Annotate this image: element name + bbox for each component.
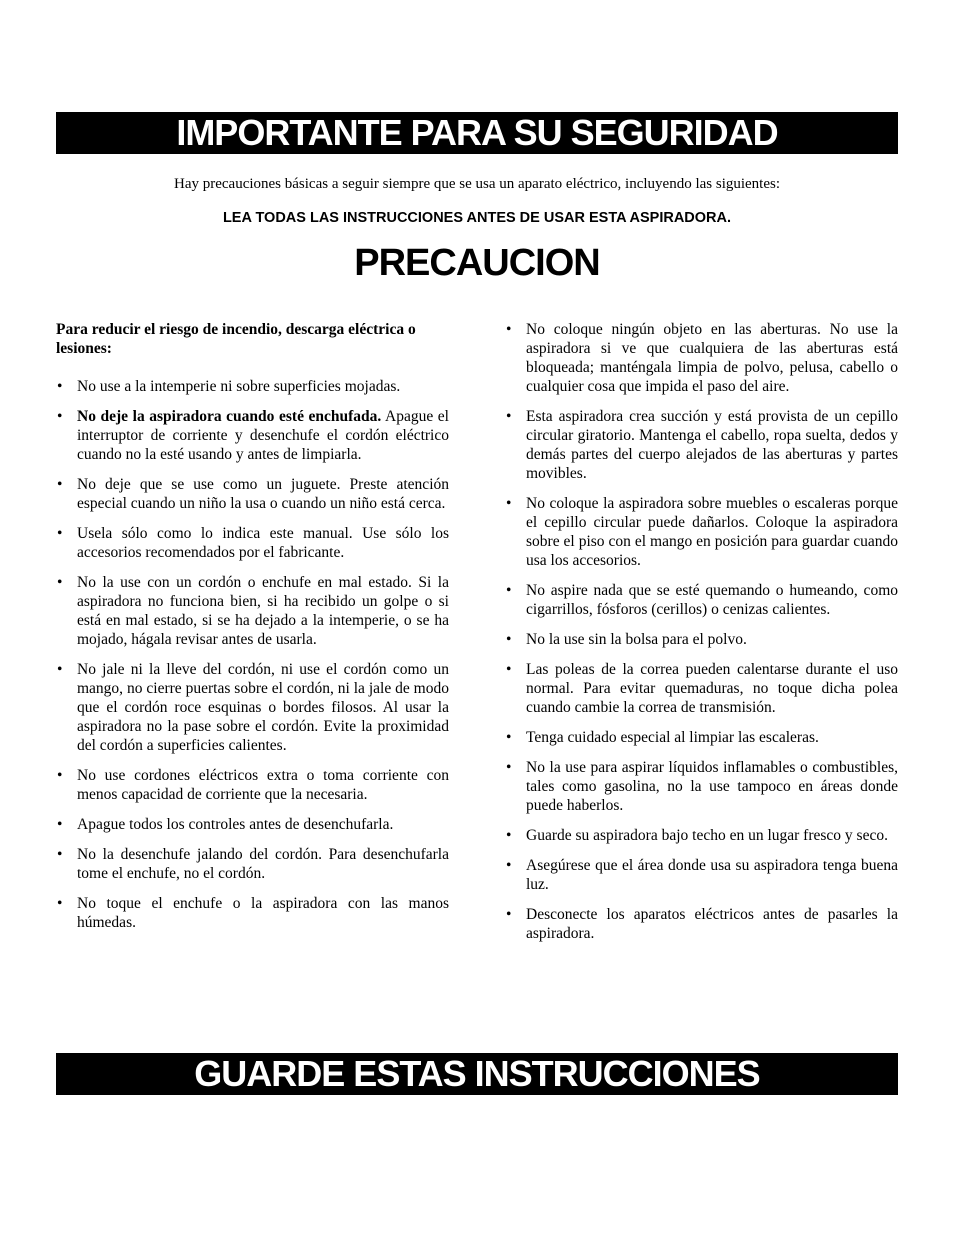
list-item	[56, 815, 449, 834]
left-bullet-list	[56, 377, 449, 932]
left-lead: Para reducir el riesgo de incendio, descarga eléctrica o lesiones:	[56, 321, 416, 357]
list-item	[505, 320, 898, 396]
list-item	[56, 573, 449, 649]
item-text: No use a la intemperie ni sobre superficies mojadas.	[77, 378, 401, 395]
item-text: Esta aspiradora crea succión y está provista de un cepillo circular giratorio. Mantenga el cabello, ropa suelta, dedos y demás partes del cuerpo alejados de las aberturas y partes movibles.	[526, 408, 898, 482]
bullet-icon: •	[506, 759, 512, 776]
item-text: No use cordones eléctricos extra o toma corriente con menos capacidad de corriente que la necesaria.	[77, 767, 449, 803]
bullet-icon: •	[506, 495, 512, 512]
bullet-icon: •	[57, 525, 63, 542]
list-item	[505, 856, 898, 894]
bullet-icon: •	[506, 321, 512, 338]
bullet-icon: •	[506, 631, 512, 648]
safety-banner-title: IMPORTANTE PARA SU SEGURIDAD	[56, 112, 898, 154]
bullet-icon: •	[57, 378, 63, 395]
list-item	[505, 758, 898, 815]
item-text: No toque el enchufe o la aspiradora con las manos húmedas.	[77, 895, 449, 931]
item-bold-text: No deje la aspiradora cuando esté enchufada.	[77, 408, 382, 425]
item-text: Apague el interruptor de corriente y desenchufe el cordón eléctrico cuando no la esté usando y antes de limpiarla.	[77, 408, 449, 463]
list-item	[505, 826, 898, 845]
list-item	[56, 407, 449, 464]
item-text: No la use con un cordón o enchufe en mal estado. Si la aspiradora no funciona bien, si ha recibido un golpe o si está en mal estado, si se ha dejado a la intemperie, o se ha mojado, hágala revisar antes de usarla.	[77, 574, 449, 648]
left-column	[56, 320, 449, 943]
item-text: Tenga cuidado especial al limpiar las escaleras.	[526, 729, 819, 746]
list-item	[505, 407, 898, 483]
list-item	[505, 581, 898, 619]
right-column	[505, 320, 898, 954]
list-item	[56, 894, 449, 932]
bullet-icon: •	[506, 582, 512, 599]
list-item	[56, 845, 449, 883]
item-text: No la use sin la bolsa para el polvo.	[526, 631, 747, 648]
bullet-icon: •	[506, 906, 512, 923]
bullet-icon: •	[506, 408, 512, 425]
bullet-icon: •	[506, 827, 512, 844]
bullet-icon: •	[57, 895, 63, 912]
bullet-icon: •	[506, 729, 512, 746]
item-text: Asegúrese que el área donde usa su aspiradora tenga buena luz.	[526, 857, 898, 893]
item-text: No jale ni la lleve del cordón, ni use el cordón como un mango, no cierre puertas sobre el cordón, ni la jale de modo que el cordón roce esquinas o bordes filosos. Al usar la aspiradora no la pase sobre el cordón. Evite la proximidad del cordón a superficies calientes.	[77, 661, 449, 754]
list-item	[56, 524, 449, 562]
item-text: Guarde su aspiradora bajo techo en un lugar fresco y seco.	[526, 827, 888, 844]
item-text: No coloque ningún objeto en las aberturas. No use la aspiradora si ve que cualquiera de las aberturas está bloqueada; manténgala limpia de polvo, pelusa, cabello o cualquier cosa que impida el paso del aire.	[526, 321, 898, 395]
bullet-icon: •	[57, 846, 63, 863]
item-text: Apague todos los controles antes de desenchufarla.	[77, 816, 394, 833]
bullet-icon: •	[57, 661, 63, 678]
item-text: No deje que se use como un juguete. Preste atención especial cuando un niño la usa o cuando un niño está cerca.	[77, 476, 449, 512]
list-item	[505, 660, 898, 717]
bullet-icon: •	[57, 476, 63, 493]
item-text: No la use para aspirar líquidos inflamables o combustibles, tales como gasolina, no la use tampoco en áreas donde puede haberlos.	[526, 759, 898, 814]
bullet-icon: •	[57, 574, 63, 591]
list-item	[56, 475, 449, 513]
item-text: No aspire nada que se esté quemando o humeando, como cigarrillos, fósforos (cerillos) o cenizas calientes.	[526, 582, 898, 618]
list-item	[505, 494, 898, 570]
bullet-icon: •	[57, 408, 63, 425]
list-item	[56, 660, 449, 755]
list-item	[56, 377, 449, 396]
right-bullet-list	[505, 320, 898, 943]
item-text: Usela sólo como lo indica este manual. Use sólo los accesorios recomendados por el fabricante.	[77, 525, 449, 561]
bullet-icon: •	[57, 767, 63, 784]
save-instructions-banner: GUARDE ESTAS INSTRUCCIONES	[56, 1053, 898, 1095]
list-item	[505, 630, 898, 649]
list-item	[505, 728, 898, 747]
bullet-icon: •	[506, 857, 512, 874]
bullet-icon: •	[57, 816, 63, 833]
item-text: No la desenchufe jalando del cordón. Para desenchufarla tome el enchufe, no el cordón.	[77, 846, 449, 882]
item-text: Las poleas de la correa pueden calentarse durante el uso normal. Para evitar quemaduras, no toque dicha polea cuando cambie la correa de transmisión.	[526, 661, 898, 716]
read-all-instructions: LEA TODAS LAS INSTRUCCIONES ANTES DE USAR ESTA ASPIRADORA.	[222, 210, 732, 226]
caution-heading: PRECAUCION	[354, 242, 600, 284]
bullet-icon: •	[506, 661, 512, 678]
intro-text: Hay precauciones básicas a seguir siempre que se usa un aparato eléctrico, incluyendo las siguientes:	[173, 176, 781, 192]
item-text: Desconecte los aparatos eléctricos antes de pasarles la aspiradora.	[526, 906, 898, 942]
list-item	[56, 766, 449, 804]
item-text: No coloque la aspiradora sobre muebles o escaleras porque el cepillo circular puede dañarlos. Coloque la aspiradora sobre el piso con el mango en posición para guardar cuando usa los accesorios.	[526, 495, 898, 569]
list-item	[505, 905, 898, 943]
